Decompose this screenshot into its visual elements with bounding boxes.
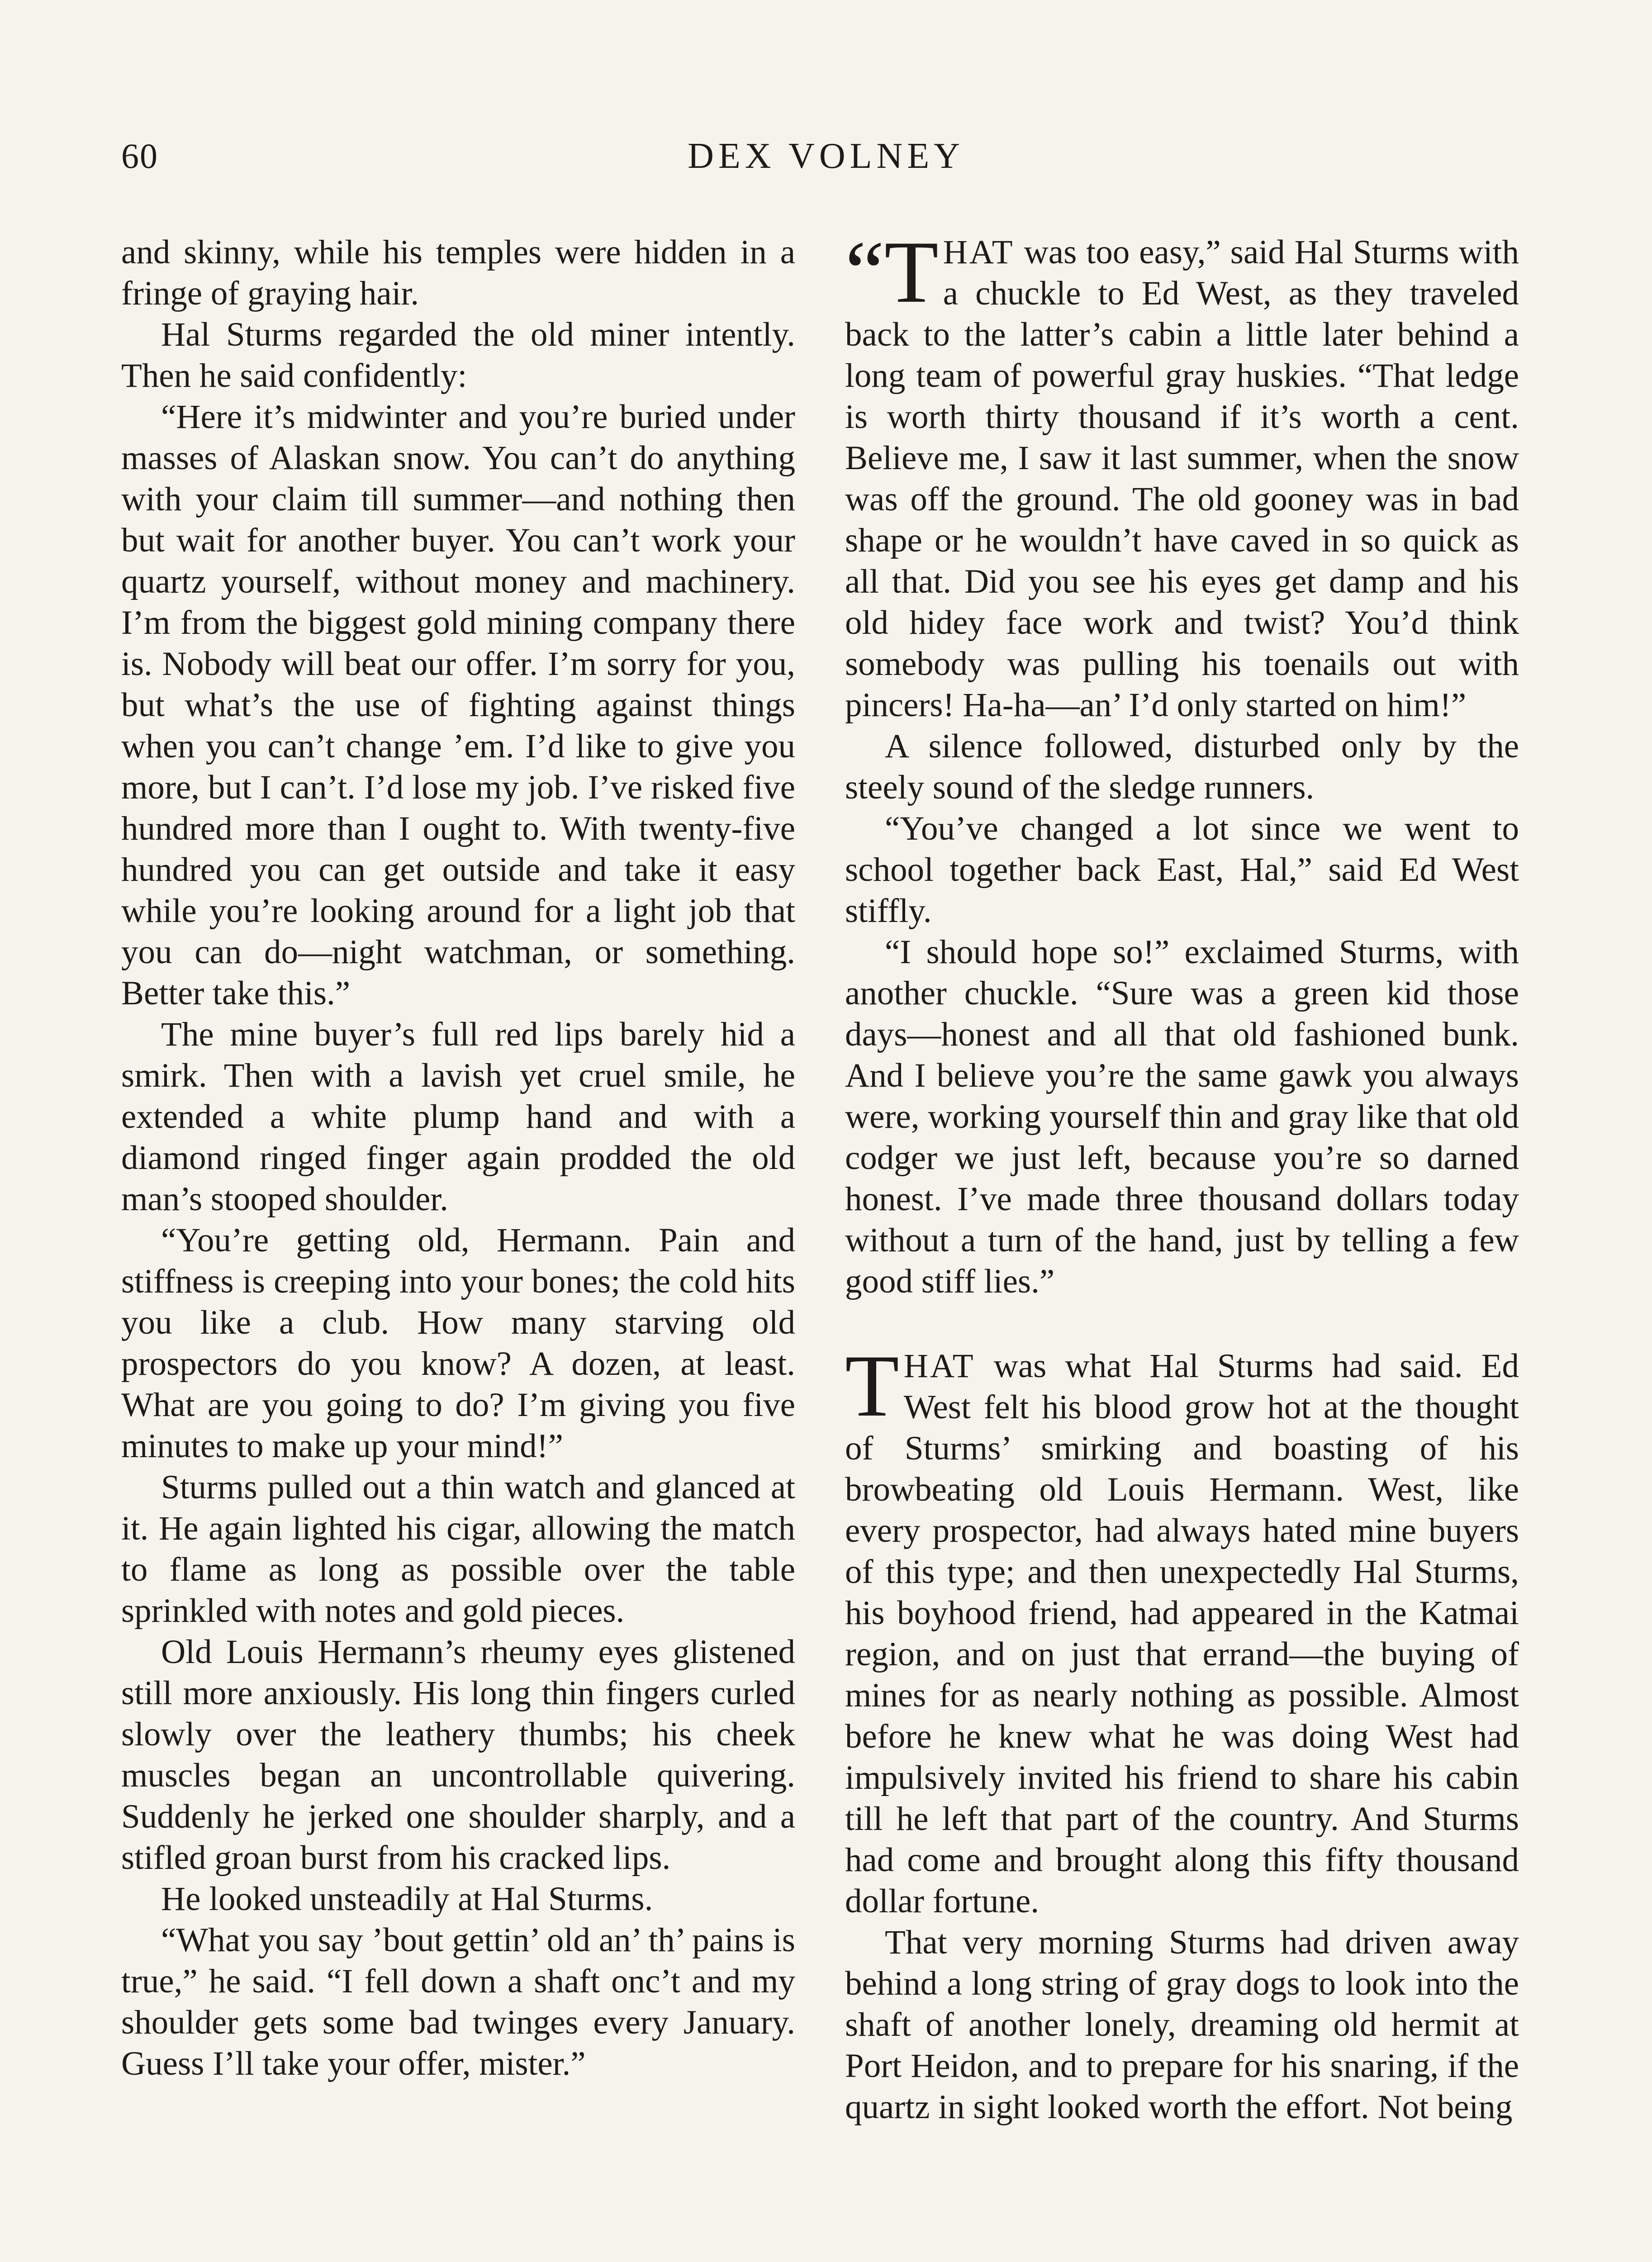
- paragraph: “You’re getting old, Hermann. Pain and stiffness is creeping into your bones; the cold hits you like a club. How many starving old prospectors do you know? A dozen, at least. What are you going to do? I’m giving you five minutes to make up your mind!”: [121, 1221, 795, 1465]
- paragraph: “Here it’s midwinter and you’re buried under masses of Alaskan snow. You can’t do anything with your claim till summer—and nothing then but wait for another buyer. You can’t work your quartz yourself, without money and machinery. I’m from the biggest gold mining company there is. Nobody will beat our offer. I’m sorry for you, but what’s the use of fighting against things when you can’t change ’em. I’d like to give you more, but I can’t. I’d lose my job. I’ve risked five hundred more than I ought to. With twenty-five hundred you can get outside and take it easy while you’re looking around for a light job that you can do—night watchman, or something. Better take this.”: [121, 398, 795, 1012]
- paragraph: “You’ve changed a lot since we went to school together back East, Hal,” said Ed West stiffly.: [845, 810, 1519, 930]
- paragraph: The mine buyer’s full red lips barely hid a smirk. Then with a lavish yet cruel smile, he extended a white plump hand and with a diamond ringed finger again prodded the old man’s stooped shoulder.: [121, 1016, 795, 1218]
- paragraph: That very morning Sturms had driven away behind a long string of gray dogs to look into the shaft of another lonely, dreaming old hermit at Port Heidon, and to prepare for his snaring, if the quartz in sight looked worth the effort. Not being: [845, 1924, 1519, 2126]
- paragraph: and skinny, while his temples were hidden in a fringe of graying hair.: [121, 233, 795, 312]
- drop-cap-quote: “: [845, 223, 884, 321]
- drop-cap: [845, 223, 939, 321]
- paragraph: Hal Sturms regarded the old miner intently. Then he said confidently:: [121, 316, 795, 394]
- right-column: [845, 223, 1519, 2128]
- section-opening-paragraph: [845, 1337, 1519, 1922]
- left-column: [121, 232, 795, 2084]
- drop-cap-letter: T: [884, 223, 939, 321]
- opening-text: was too easy,” said Hal Sturms with a chuckle to Ed West, as they traveled back to the latter’s cabin a little later behind a long team of powerful gray huskies. “That ledge is worth thirty thousand if it’s worth a cent. Believe me, I saw it last summer, when the snow was off the ground. The old gooney was in bad shape or he wouldn’t have caved in so quick as all that. Did you see his eyes get damp and his old hidey face work and twist? You’d think somebody was pulling his toenails out with pincers! Ha-ha—an’ I’d only started on him!”: [845, 233, 1519, 724]
- page-number: 60: [121, 136, 158, 176]
- drop-cap-letter: T: [845, 1337, 899, 1435]
- paragraph: A silence followed, disturbed only by the steely sound of the sledge runners.: [845, 727, 1519, 806]
- paragraph: “What you say ’bout gettin’ old an’ th’ pains is true,” he said. “I fell down a shaft onc’t and my shoulder gets some bad twinges every January. Guess I’ll take your offer, mister.”: [121, 1921, 795, 2082]
- opening-text: was what Hal Sturms had said. Ed West felt his blood grow hot at the thought of Sturms’ smirking and boasting of his browbeating old Louis Hermann. West, like every prospector, had always hated mine buyers of this type; and then unexpectedly Hal Sturms, his boyhood friend, had appeared in the Katmai region, and on just that errand—the buying of mines for as nearly nothing as possible. Almost before he knew what he was doing West had impulsively invited his friend to share his cabin till he left that part of the country. And Sturms had come and brought along this fifty thousand dollar fortune.: [845, 1347, 1519, 1920]
- section-opening-paragraph: [845, 223, 1519, 726]
- lead-caps: HAT: [903, 1347, 975, 1385]
- drop-cap: [845, 1337, 899, 1435]
- section-one: [845, 223, 1519, 1302]
- running-title: DEX VOLNEY: [688, 136, 964, 176]
- lead-caps: HAT: [943, 233, 1015, 271]
- section-two: [845, 1337, 1519, 2128]
- paragraph: Old Louis Hermann’s rheumy eyes glistened still more anxiously. His long thin fingers curled slowly over the leathery thumbs; his cheek muscles began an uncontrollable quivering. Suddenly he jerked one shoulder sharply, and a stifled groan burst from his cracked lips.: [121, 1633, 795, 1877]
- paragraph: “I should hope so!” exclaimed Sturms, with another chuckle. “Sure was a green kid those days—honest and all that old fashioned bunk. And I believe you’re the same gawk you always were, working yourself thin and gray like that old codger we just left, because you’re so darned honest. I’ve made three thousand dollars today without a turn of the hand, just by telling a few good stiff lies.”: [845, 933, 1519, 1300]
- paragraph: Sturms pulled out a thin watch and glanced at it. He again lighted his cigar, allowing the match to flame as long as possible over the table sprinkled with notes and gold pieces.: [121, 1468, 795, 1630]
- paragraph: He looked unsteadily at Hal Sturms.: [161, 1880, 653, 1918]
